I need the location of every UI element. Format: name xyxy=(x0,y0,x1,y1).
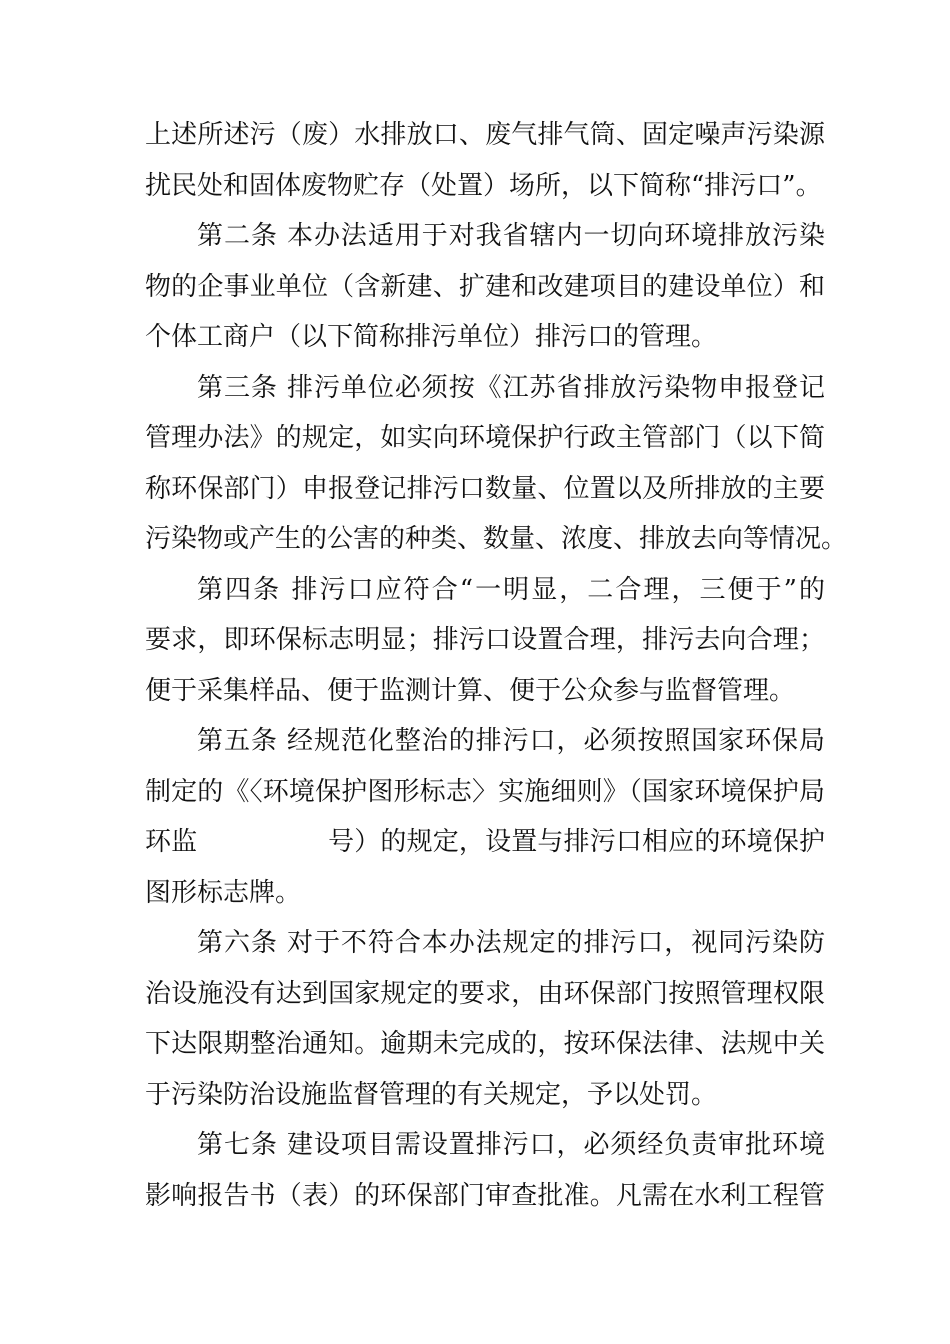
article-2-heading-line: 第二条 本办法适用于对我省辖内一切向环境排放污染 xyxy=(197,221,825,251)
article-7-heading-line: 第七条 建设项目需设置排污口，必须经负责审批环境 xyxy=(197,1130,825,1160)
text-line: 个体工商户（以下简称排污单位）排污口的管理。 xyxy=(145,322,718,352)
text-line: 称环保部门）申报登记排污口数量、位置以及所排放的主要 xyxy=(145,473,825,504)
text-line: 下达限期整治通知。逾期未完成的，按环保法律、法规中关 xyxy=(145,1029,825,1059)
article-body xyxy=(145,110,848,1221)
text-line: 影响报告书（表）的环保部门审查批准。凡需在水利工程管 xyxy=(145,1180,825,1211)
text-line: 图形标志牌。 xyxy=(145,877,302,908)
article-5-heading-line: 第五条 经规范化整治的排污口，必须按照国家环保局 xyxy=(197,726,825,756)
text-line: 治设施没有达到国家规定的要求，由环保部门按照管理权限 xyxy=(145,978,825,1009)
article-6-heading-line: 第六条 对于不符合本办法规定的排污口，视同污染防 xyxy=(197,928,825,958)
article-3-heading-line: 第三条 排污单位必须按《江苏省排放污染物申报登记 xyxy=(197,372,825,403)
text-line: 管理办法》的规定，如实向环境保护行政主管部门（以下简 xyxy=(145,423,825,453)
text-line: 上述所述污（废）水排放口、废气排气筒、固定噪声污染源 xyxy=(145,120,825,150)
text-line: 要求，即环保标志明显；排污口设置合理，排污去向合理； xyxy=(145,625,825,655)
text-line: 扰民处和固体废物贮存（处置）场所，以下简称“排污口”。 xyxy=(145,170,822,201)
text-line: 便于采集样品、便于监测计算、便于公众参与监督管理。 xyxy=(145,675,796,706)
text-line: 于污染防治设施监督管理的有关规定，予以处罚。 xyxy=(145,1079,718,1110)
text-line: 污染物或产生的公害的种类、数量、浓度、排放去向等情况。 xyxy=(145,524,848,554)
article-4-heading-line: 第四条 排污口应符合“一明显，二合理，三便于”的 xyxy=(197,574,825,605)
text-line: 环监 号）的规定，设置与排污口相应的环境保护 xyxy=(145,827,825,857)
text-line: 制定的《〈环境保护图形标志〉实施细则》（国家环境保护局 xyxy=(145,776,825,807)
text-line: 物的企事业单位（含新建、扩建和改建项目的建设单位）和 xyxy=(145,271,825,302)
